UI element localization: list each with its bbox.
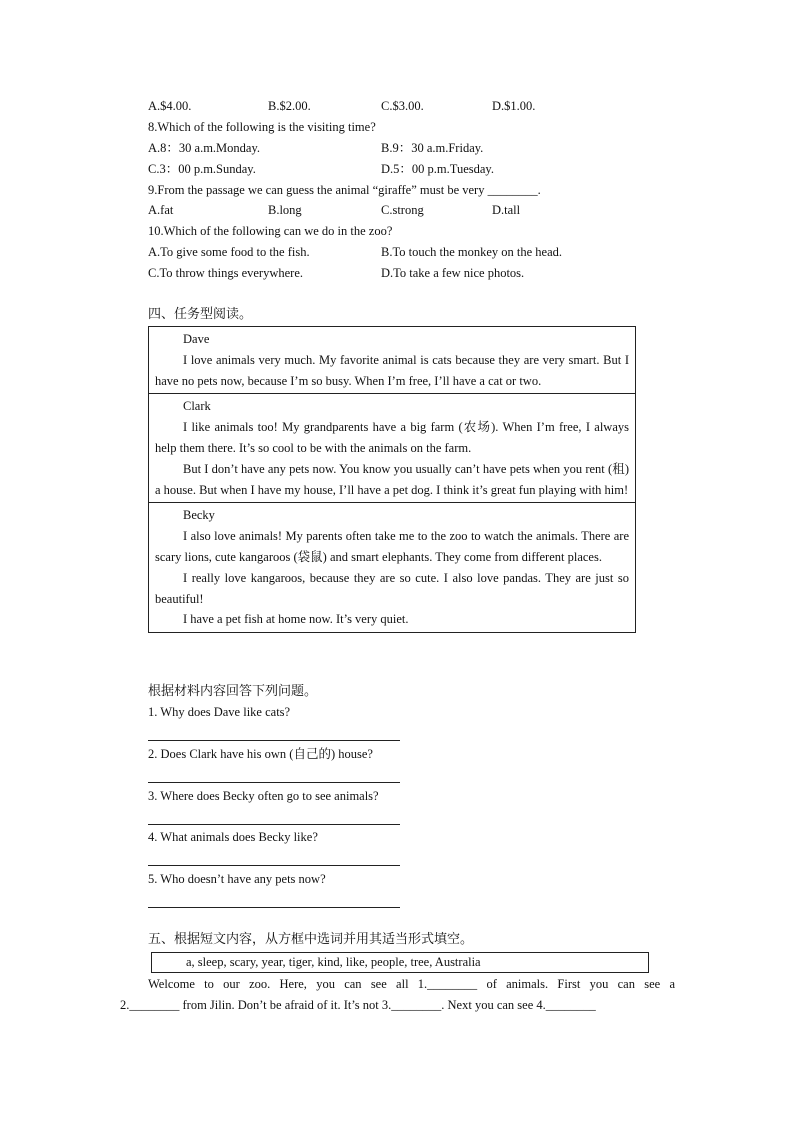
word-bank-box: a, sleep, scary, year, tiger, kind, like, people, tree, Australia bbox=[151, 952, 649, 973]
q10-stem: 10.Which of the following can we do in the zoo? bbox=[148, 224, 393, 238]
q10-option-b: B.To touch the monkey on the head. bbox=[381, 245, 563, 259]
passage-paragraph: I like animals too! My grandparents have a big farm (农场). When I’m free, I always help them there. It’s so cool to be with the animals on the farm. bbox=[155, 420, 629, 455]
section4-instruction: 根据材料内容回答下列问题。 bbox=[148, 684, 318, 699]
passage-name: Clark bbox=[183, 399, 211, 414]
passage-name: Becky bbox=[183, 508, 215, 523]
cloze-passage bbox=[120, 974, 675, 1016]
q10-option-a: A.To give some food to the fish. bbox=[148, 245, 310, 259]
q9-option-a: A.fat bbox=[148, 203, 174, 217]
q10-option-c: C.To throw things everywhere. bbox=[148, 266, 303, 280]
q10-option-d: D.To take a few nice photos. bbox=[381, 266, 525, 280]
q8-stem: 8.Which of the following is the visiting time? bbox=[148, 120, 376, 134]
question-1: 1. Why does Dave like cats? bbox=[148, 705, 291, 719]
q9-stem: 9.From the passage we can guess the animal “giraffe” must be very ________. bbox=[148, 183, 541, 197]
answer-line-1[interactable] bbox=[148, 740, 400, 741]
q8-option-a: A.8：30 a.m.Monday. bbox=[148, 141, 261, 155]
passage-paragraph: I have a pet fish at home now. It’s very quiet. bbox=[183, 612, 409, 627]
q7-option-a: A.$4.00. bbox=[148, 99, 192, 113]
passage-name: Dave bbox=[183, 332, 210, 346]
passage-paragraph: But I don’t have any pets now. You know you usually can’t have pets when you rent (租) a house. But when I have my house, I’ll have a pet dog. I think it’s great fun playing with him! bbox=[155, 461, 629, 497]
q7-option-b: B.$2.00. bbox=[268, 99, 311, 113]
reading-passages-box bbox=[148, 326, 636, 633]
section5-title: 五、根据短文内容，从方框中选词并用其适当形式填空。 bbox=[148, 932, 474, 947]
passage-clark bbox=[149, 394, 635, 503]
q7-option-c: C.$3.00. bbox=[381, 99, 424, 113]
passage-paragraph: I love animals very much. My favorite animal is cats because they are very smart. But I have no pets now, because I’m so busy. When I’m free, I’ll have a cat or two. bbox=[155, 352, 629, 388]
section4-title: 四、任务型阅读。 bbox=[148, 307, 253, 322]
answer-line-5[interactable] bbox=[148, 907, 400, 908]
q8-option-b: B.9：30 a.m.Friday. bbox=[381, 141, 484, 155]
q7-option-d: D.$1.00. bbox=[492, 99, 536, 113]
q8-option-d: D.5：00 p.m.Tuesday. bbox=[381, 162, 494, 176]
question-3: 3. Where does Becky often go to see animals? bbox=[148, 789, 379, 803]
answer-line-4[interactable] bbox=[148, 865, 400, 866]
answer-line-3[interactable] bbox=[148, 824, 400, 825]
question-5: 5. Who doesn’t have any pets now? bbox=[148, 872, 326, 886]
passage-becky bbox=[149, 503, 635, 632]
cloze-line-2: 2.________ from Jilin. Don’t be afraid of it. It’s not 3.________. Next you can see 4.________ bbox=[120, 998, 596, 1012]
answer-line-2[interactable] bbox=[148, 782, 400, 783]
question-4: 4. What animals does Becky like? bbox=[148, 830, 318, 844]
q9-option-b: B.long bbox=[268, 203, 302, 217]
passage-paragraph: I also love animals! My parents often take me to the zoo to watch the animals. There are scary lions, cute kangaroos (袋鼠) and smart elephants. They come from different places. bbox=[155, 529, 629, 564]
q9-option-c: C.strong bbox=[381, 203, 424, 217]
q8-option-c: C.3：00 p.m.Sunday. bbox=[148, 162, 256, 176]
passage-dave bbox=[149, 327, 635, 394]
cloze-line-1: Welcome to our zoo. Here, you can see all 1.________ of animals. First you can see a bbox=[148, 977, 675, 991]
passage-paragraph: I really love kangaroos, because they are so cute. I also love pandas. They are just so beautiful! bbox=[155, 570, 629, 606]
q9-option-d: D.tall bbox=[492, 203, 521, 217]
question-2: 2. Does Clark have his own (自己的) house? bbox=[148, 747, 373, 761]
